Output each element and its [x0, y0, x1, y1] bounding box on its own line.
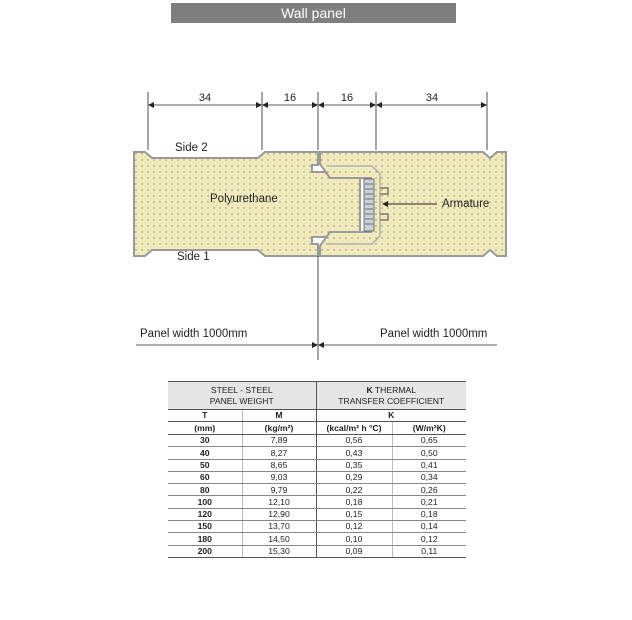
cell-k-w: 0,65	[392, 435, 466, 447]
table-units-row	[168, 422, 466, 435]
table-row	[168, 496, 466, 508]
header-thermal-k: K	[366, 384, 373, 395]
page-title: Wall panel	[171, 3, 456, 23]
cell-k-w: 0,41	[392, 459, 466, 471]
panel-width-left-label: Panel width 1000mm	[140, 328, 248, 340]
cell-k-kcal: 0,22	[316, 484, 392, 496]
unit-t: (mm)	[168, 422, 242, 435]
cell-k-w: 0,14	[392, 521, 466, 533]
cell-k-kcal: 0,09	[316, 545, 392, 557]
cell-weight: 12,90	[242, 508, 316, 520]
header-panel-weight-line2: PANEL WEIGHT	[209, 395, 274, 406]
cell-k-kcal: 0,15	[316, 508, 392, 520]
dimension-label-2: 16	[283, 92, 297, 104]
sym-t: T	[168, 410, 242, 422]
cell-k-w: 0,18	[392, 508, 466, 520]
cell-weight: 8,65	[242, 459, 316, 471]
table-header-row	[168, 382, 466, 410]
table-row	[168, 484, 466, 496]
unit-k2: (W/m²K)	[392, 422, 466, 435]
armature-label: Armature	[442, 198, 490, 210]
cell-k-kcal: 0,35	[316, 459, 392, 471]
cell-thickness: 40	[168, 447, 242, 459]
dimension-label-4: 34	[425, 92, 439, 104]
table-row	[168, 471, 466, 483]
cell-weight: 9,79	[242, 484, 316, 496]
table-row	[168, 447, 466, 459]
cell-k-w: 0,21	[392, 496, 466, 508]
side-2-label: Side 2	[175, 142, 208, 154]
cell-thickness: 150	[168, 521, 242, 533]
side-1-label: Side 1	[177, 251, 210, 263]
cell-thickness: 80	[168, 484, 242, 496]
cell-thickness: 200	[168, 545, 242, 557]
cell-k-kcal: 0,12	[316, 521, 392, 533]
table-row	[168, 435, 466, 447]
header-panel-weight	[168, 382, 316, 410]
cell-thickness: 60	[168, 471, 242, 483]
cell-k-kcal: 0,10	[316, 533, 392, 545]
cell-k-w: 0,12	[392, 533, 466, 545]
header-thermal-line2: TRANSFER COEFFICIENT	[338, 395, 445, 406]
cell-k-w: 0,34	[392, 471, 466, 483]
header-panel-weight-line1: STEEL - STEEL	[210, 384, 273, 395]
table-row	[168, 521, 466, 533]
dimension-label-1: 34	[198, 92, 212, 104]
cell-thickness: 180	[168, 533, 242, 545]
cell-k-kcal: 0,43	[316, 447, 392, 459]
cell-weight: 8,27	[242, 447, 316, 459]
cell-weight: 7,89	[242, 435, 316, 447]
properties-table	[168, 381, 466, 558]
armature-element	[364, 179, 374, 231]
table-row	[168, 508, 466, 520]
cell-thickness: 30	[168, 435, 242, 447]
unit-m: (kg/m²)	[242, 422, 316, 435]
cell-k-kcal: 0,56	[316, 435, 392, 447]
panel-width-right-label: Panel width 1000mm	[380, 328, 488, 340]
cell-thickness: 120	[168, 508, 242, 520]
cell-k-w: 0,26	[392, 484, 466, 496]
core-material-label: Polyurethane	[210, 193, 278, 205]
sym-k: K	[316, 410, 466, 422]
dimension-label-3: 16	[340, 92, 354, 104]
table-row	[168, 533, 466, 545]
table-row	[168, 545, 466, 557]
sym-m: M	[242, 410, 316, 422]
cell-weight: 12,10	[242, 496, 316, 508]
cell-k-w: 0,11	[392, 545, 466, 557]
unit-k1: (kcal/m² h °C)	[316, 422, 392, 435]
cell-thickness: 100	[168, 496, 242, 508]
table-row	[168, 459, 466, 471]
cell-k-kcal: 0,18	[316, 496, 392, 508]
cell-weight: 14,50	[242, 533, 316, 545]
header-thermal-word: THERMAL	[372, 384, 416, 395]
cell-weight: 15,30	[242, 545, 316, 557]
cell-weight: 13,70	[242, 521, 316, 533]
cell-k-w: 0,50	[392, 447, 466, 459]
header-thermal	[316, 382, 466, 410]
cell-thickness: 50	[168, 459, 242, 471]
cell-k-kcal: 0,29	[316, 471, 392, 483]
cell-weight: 9,03	[242, 471, 316, 483]
table-symbol-row	[168, 410, 466, 422]
